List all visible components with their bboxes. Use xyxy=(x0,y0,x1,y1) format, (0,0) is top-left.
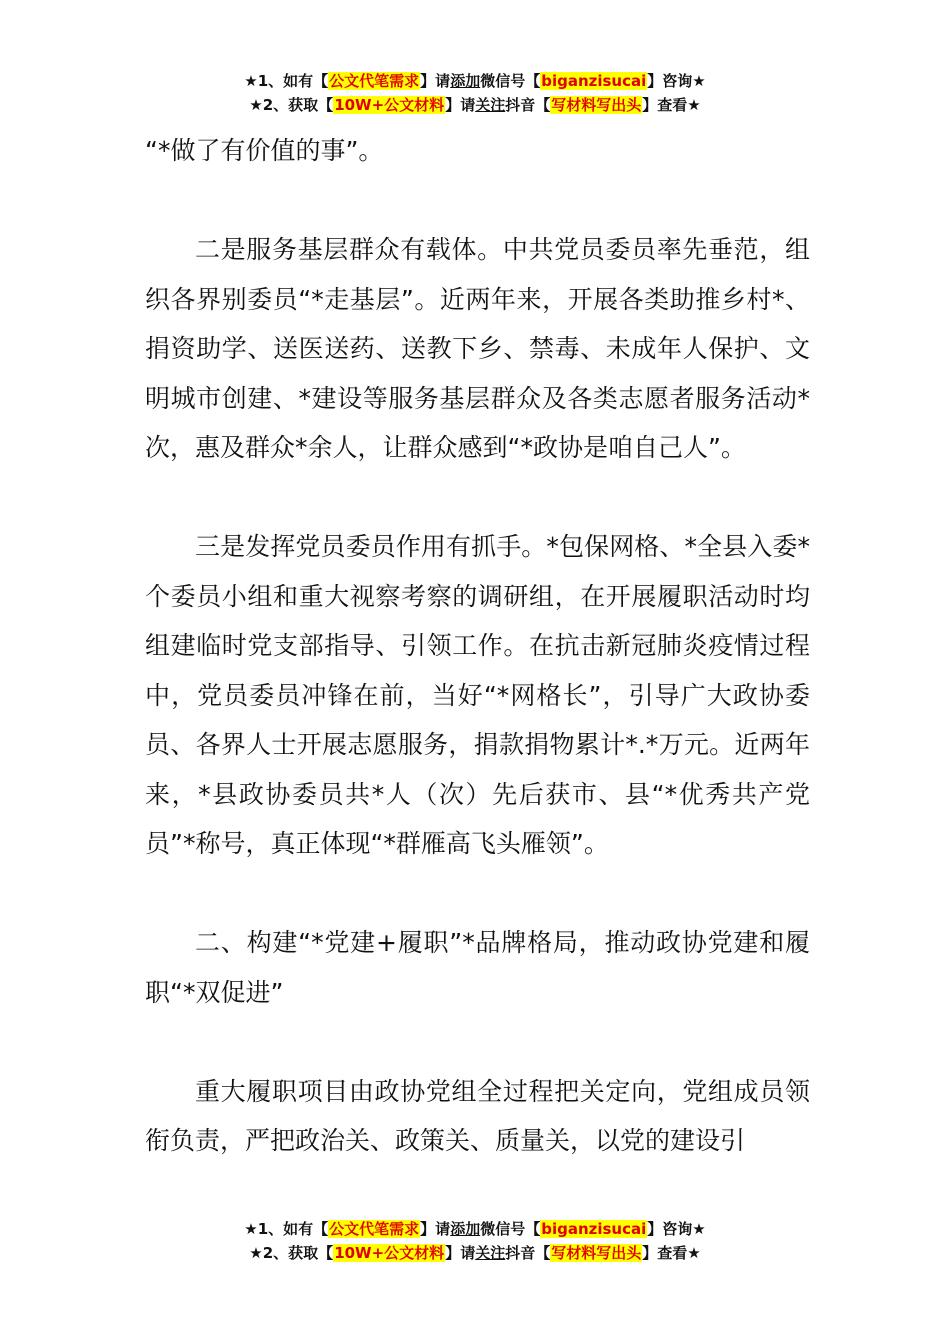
paragraph-gap xyxy=(145,1017,810,1067)
highlight-wechat-id: biganzisucai xyxy=(541,72,647,90)
notice-line-2: ★2、获取【10W+公文材料】请关注抖音【写材料写出头】查看★ xyxy=(249,96,701,114)
paragraph-gap xyxy=(145,869,810,919)
highlight-douyin-account: 写材料写出头 xyxy=(551,96,642,114)
star-icon: ★ xyxy=(244,1220,258,1238)
document-body xyxy=(145,126,810,1166)
star-icon: ★ xyxy=(244,72,258,90)
notice-line-1: ★1、如有【公文代笔需求】请添加微信号【biganzisucai】咨询★ xyxy=(244,1220,706,1238)
header-notice xyxy=(0,69,950,117)
highlight-service: 公文代笔需求 xyxy=(329,1220,420,1238)
highlight-wechat-id: biganzisucai xyxy=(541,1220,647,1238)
paragraph-continuation: “*做了有价值的事”。 xyxy=(145,136,384,165)
star-icon: ★ xyxy=(249,96,263,114)
star-icon: ★ xyxy=(249,1244,263,1262)
highlight-douyin-account: 写材料写出头 xyxy=(551,1244,642,1262)
section-heading-2: 二、构建“*党建+履职”*品牌格局，推动政协党建和履职“*双促进” xyxy=(145,928,810,1007)
paragraph-grassroots-service: 二是服务基层群众有载体。中共党员委员率先垂范，组织各界别委员“*走基层”。近两年来，开展各类助推乡村*、捐资助学、送医送药、送教下乡、禁毒、未成年人保护、文明城市创建、*建设等服务基层群众及各类志愿者服务活动*次，惠及群众*余人，让群众感到“*政协是咱自己人”。 xyxy=(145,235,810,462)
highlight-materials: 10W+公文材料 xyxy=(334,96,445,114)
footer-notice xyxy=(0,1217,950,1265)
highlight-materials: 10W+公文材料 xyxy=(334,1244,445,1262)
paragraph-gap xyxy=(145,473,810,523)
paragraph-party-member-role: 三是发挥党员委员作用有抓手。*包保网格、*全县入委*个委员小组和重大视察考察的调研组，在开展履职活动时均组建临时党支部指导、引领工作。在抗击新冠肺炎疫情过程中，党员委员冲锋在前，当好“*网格长”，引导广大政协委员、各界人士开展志愿服务，捐款捐物累计*.*万元。近两年来，*县政协委员共*人（次）先后获市、县“*优秀共产党员”*称号，真正体现“*群雁高飞头雁领”。 xyxy=(145,532,810,858)
notice-line-2: ★2、获取【10W+公文材料】请关注抖音【写材料写出头】查看★ xyxy=(249,1244,701,1262)
paragraph-gap xyxy=(145,176,810,226)
paragraph-major-projects: 重大履职项目由政协党组全过程把关定向，党组成员领衔负责，严把政治关、政策关、质量关，以党的建设引 xyxy=(145,1076,810,1155)
highlight-service: 公文代笔需求 xyxy=(329,72,420,90)
notice-line-1: ★1、如有【公文代笔需求】请添加微信号【biganzisucai】咨询★ xyxy=(244,72,706,90)
